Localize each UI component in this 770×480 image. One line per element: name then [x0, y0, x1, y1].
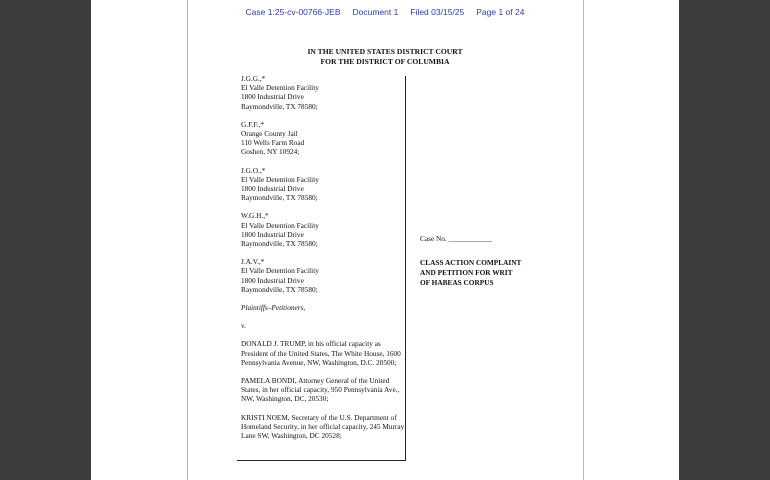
- plaintiff-block: [241, 257, 407, 294]
- page-edge-right: [583, 0, 584, 480]
- caption-divider-vertical: [405, 76, 406, 461]
- plaintiffs-label: Plaintiffs–Petitioners,: [241, 303, 306, 313]
- plaintiff-name: J.G.G.,*: [241, 74, 266, 83]
- complaint-title-line-3: OF HABEAS CORPUS: [420, 278, 494, 287]
- plaintiff-block: [241, 74, 407, 111]
- header-page: Page 1 of 24: [476, 7, 525, 17]
- complaint-title-line-1: CLASS ACTION COMPLAINT: [420, 258, 522, 267]
- court-title: [91, 47, 679, 67]
- court-line-1: IN THE UNITED STATES DISTRICT COURT: [307, 47, 463, 56]
- plaintiff-address-line: 1800 Industrial Drive: [241, 184, 304, 194]
- plaintiff-name: J.A.V.,*: [241, 257, 265, 267]
- plaintiff-address-line: Raymondville, TX 78580;: [241, 239, 318, 249]
- plaintiff-block: [241, 211, 407, 248]
- complaint-title-line-2: AND PETITION FOR WRIT: [420, 268, 513, 277]
- versus-label: v.: [241, 321, 246, 331]
- plaintiff-name: J.G.O.,*: [241, 165, 266, 175]
- plaintiff-address-line: El Valle Detention Facility: [241, 220, 319, 230]
- case-number-field: Case No. ____________: [420, 234, 493, 243]
- viewer-background-left: [0, 0, 91, 480]
- defendant-block: PAMELA BONDI, Attorney General of the United States, in her official capacity, 950 Pennsylvania Ave., NW, Washington, DC, 20530;: [241, 376, 400, 404]
- header-document: Document 1: [352, 7, 399, 17]
- defendant-block: DONALD J. TRUMP, in his official capacity as President of the United States, The White House, 1600 Pennsylvania Avenue, NW, Washington, D.C. 20500;: [241, 339, 401, 367]
- document-page: [91, 0, 679, 480]
- header-case-number: Case 1:25-cv-00766-JEB: [245, 7, 341, 17]
- plaintiff-address-line: Raymondville, TX 78580;: [241, 284, 318, 294]
- plaintiff-block: [241, 120, 407, 157]
- plaintiff-address-line: 1800 Industrial Drive: [241, 92, 304, 102]
- plaintiff-address-line: El Valle Detention Facility: [241, 266, 319, 276]
- caption-divider-horizontal: [237, 460, 406, 461]
- plaintiff-address-line: Orange County Jail: [241, 129, 298, 139]
- plaintiff-address-line: El Valle Detention Facility: [241, 174, 319, 184]
- ecf-header: [91, 7, 679, 17]
- plaintiff-address-line: 1800 Industrial Drive: [241, 275, 304, 285]
- header-filed: Filed 03/15/25: [410, 7, 465, 17]
- complaint-title: [420, 258, 560, 288]
- plaintiff-name: W.G.H.,*: [241, 211, 269, 221]
- plaintiff-address-line: 1800 Industrial Drive: [241, 229, 304, 239]
- plaintiff-name: G.F.F.,*: [241, 119, 265, 129]
- plaintiff-address-line: 110 Wells Farm Road: [241, 138, 305, 148]
- page-edge-left: [187, 0, 188, 480]
- court-line-2: FOR THE DISTRICT OF COLUMBIA: [320, 57, 450, 66]
- plaintiff-block: [241, 166, 407, 203]
- plaintiff-address-line: Goshen, NY 10924;: [241, 147, 300, 157]
- plaintiff-address-line: Raymondville, TX 78580;: [241, 193, 318, 203]
- viewer-background-right: [679, 0, 770, 480]
- caption-parties: [241, 74, 407, 449]
- defendant-block: KRISTI NOEM, Secretary of the U.S. Department of Homeland Security, in her official capacity, 245 Murray Lane SW, Washington, DC 20528;: [241, 412, 405, 441]
- plaintiff-address-line: El Valle Detention Facility: [241, 83, 319, 93]
- plaintiff-address-line: Raymondville, TX 78580;: [241, 101, 318, 111]
